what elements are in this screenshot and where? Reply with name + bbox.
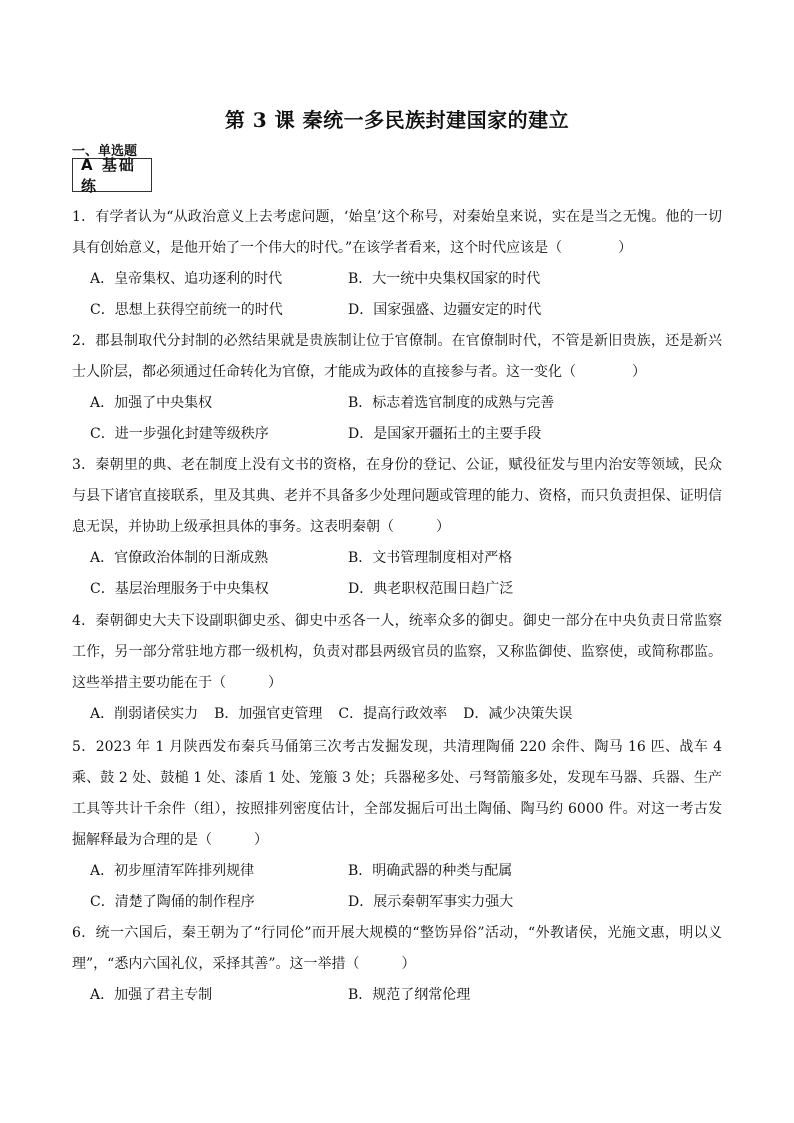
option-a[interactable]: A．皇帝集权、追功逐利的时代	[90, 271, 283, 287]
option-b[interactable]: B．加强官吏管理	[214, 706, 323, 722]
option-b[interactable]: B．文书管理制度相对严格	[348, 550, 513, 566]
question-3: 3．秦朝里的典、老在制度上没有文书的资格，在身份的登记、公证，赋役征发与里内治安等领域，民众与县下诸官直接联系，里及其典、老并不具备多少处理问题或管理的能力、资格，而只负责担保、证明信息无误，并协助上级承担具体的事务。这表明秦朝（ ）	[72, 457, 722, 535]
question-2: 2．郡县制取代分封制的必然结果就是贵族制让位于官僚制。在官僚制时代，不管是新旧贵族，还是新兴士人阶层，都必须通过任命转化为官僚，才能成为政体的直接参与者。这一变化（ ）	[72, 333, 722, 380]
question-3-options	[90, 543, 730, 605]
option-c[interactable]: C．进一步强化封建等级秩序	[90, 426, 269, 442]
question-4: 4．秦朝御史大夫下设副职御史丞、御史中丞各一人，统率众多的御史。御史一部分在中央负责日常监察工作，另一部分常驻地方郡一级机构，负责对郡县两级官员的监察，又称监御使、监察使，或简称郡监。这些举措主要功能在于（ ）	[72, 613, 722, 691]
option-c[interactable]: C．清楚了陶俑的制作程序	[90, 894, 255, 910]
option-a[interactable]: A．削弱诸侯实力	[90, 706, 199, 722]
option-b[interactable]: B．标志着选官制度的成熟与完善	[348, 395, 555, 411]
question-6-options	[90, 980, 730, 1011]
option-b[interactable]: B．规范了纲常伦理	[348, 987, 471, 1003]
question-1: 1．有学者认为“从政治意义上去考虑问题，‘始皇’这个称号，对秦始皇来说，实在是当之无愧。他的一切具有创始意义，是他开始了一个伟大的时代。”在该学者看来，这个时代应该是（ ）	[72, 209, 722, 256]
question-6: 6．统一六国后，秦王朝为了“行同伦”而开展大规模的“整饬异俗”活动，“外教诸侯，光施文惠，明以义理”，“悉内六国礼仪，采择其善”。这一举措（ ）	[72, 925, 722, 972]
question-4-options	[90, 699, 730, 730]
question-1-options	[90, 264, 730, 326]
question-5: 5．2023 年 1 月陕西发布秦兵马俑第三次考古发掘发现，共清理陶俑 220 余件、陶马 16 匹、战车 4 乘、鼓 2 处、鼓槌 1 处、漆盾 1 处、笼箙 3 处；兵器秘多处、弓弩箭箙多处，发现车马器、兵器、生产工具等共计千余件（组），按照排列密度估计，全部发掘后可出土陶俑、陶马约 6000 件。对这一考古发掘解释最为合理的是（ ）	[72, 739, 722, 848]
option-a[interactable]: A．初步厘清军阵排列规律	[90, 863, 255, 879]
option-d[interactable]: D．减少决策失误	[463, 706, 573, 722]
option-a[interactable]: A．加强了中央集权	[90, 395, 213, 411]
option-c[interactable]: C．提高行政效率	[338, 706, 448, 722]
option-c[interactable]: C．思想上获得空前统一的时代	[90, 302, 283, 318]
option-d[interactable]: D．是国家开疆拓土的主要手段	[348, 426, 542, 442]
option-c[interactable]: C．基层治理服务于中央集权	[90, 581, 269, 597]
option-d[interactable]: D．国家强盛、边疆安定的时代	[348, 302, 542, 318]
question-5-options	[90, 856, 730, 918]
section-label: 一、单选题	[72, 144, 138, 159]
option-a[interactable]: A．加强了君主专制	[90, 987, 213, 1003]
question-2-options	[90, 388, 730, 450]
option-a[interactable]: A．官僚政治体制的日渐成熟	[90, 550, 269, 566]
option-b[interactable]: B．大一统中央集权国家的时代	[348, 271, 541, 287]
level-badge: A 基础练	[72, 158, 152, 192]
option-b[interactable]: B．明确武器的种类与配属	[348, 863, 513, 879]
option-d[interactable]: D．典老职权范围日趋广泛	[348, 581, 514, 597]
page-title: 第 3 课 秦统一多民族封建国家的建立	[224, 108, 570, 132]
option-d[interactable]: D．展示秦朝军事实力强大	[348, 894, 514, 910]
